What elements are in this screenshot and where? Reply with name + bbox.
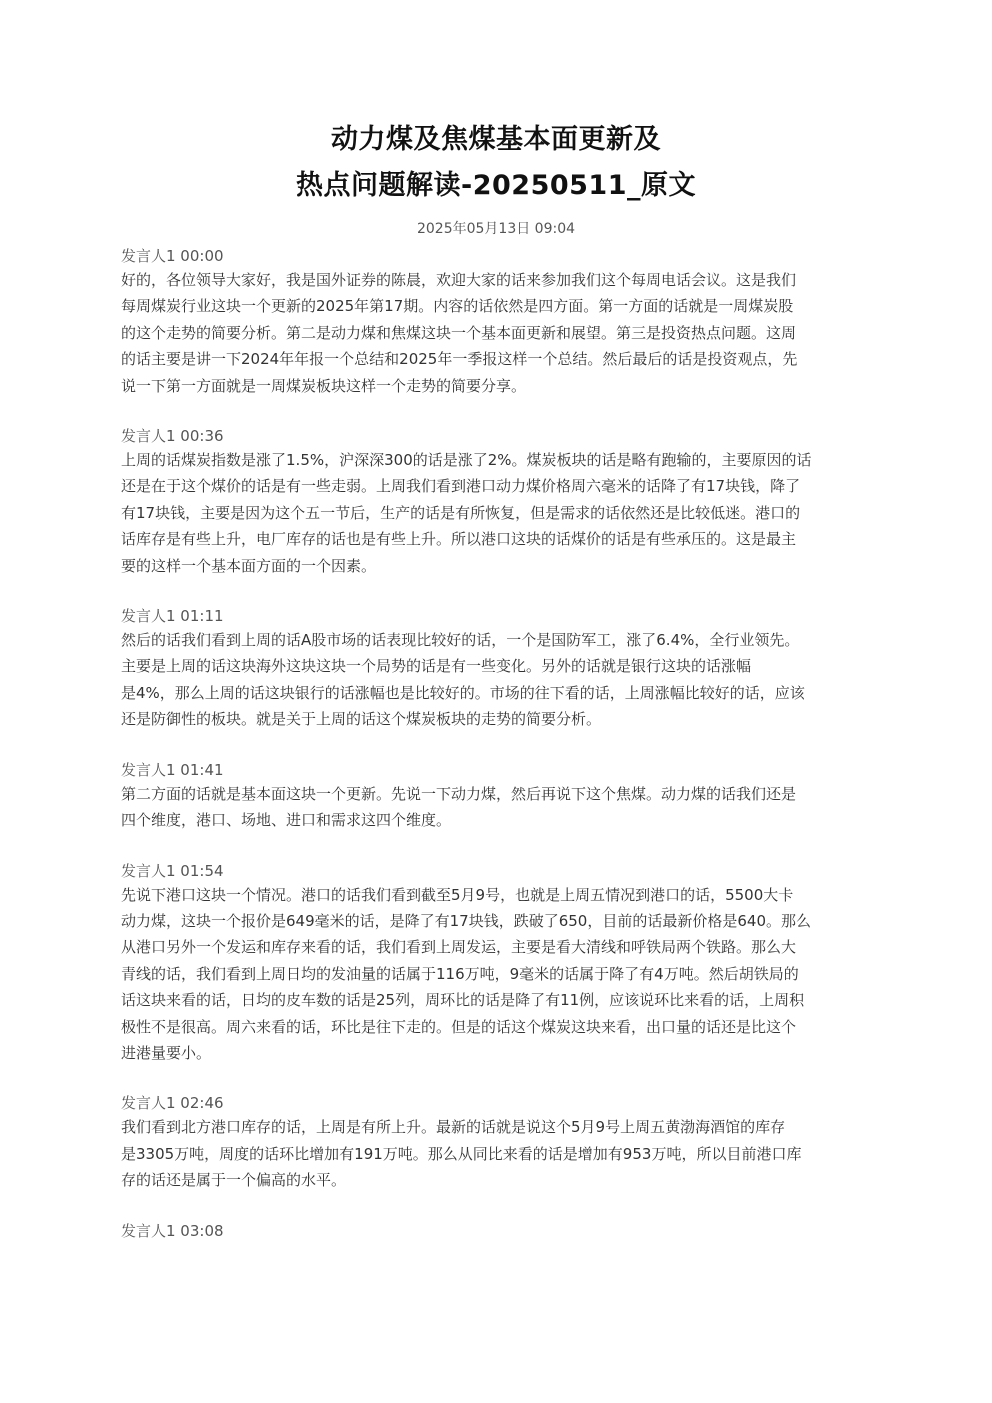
transcript-line: 有17块钱，主要是因为这个五一节后，生产的话是有所恢复，但是需求的话依然还是比较低迷。港口的 <box>121 503 801 522</box>
transcript-line: 要的这样一个基本面方面的一个因素。 <box>121 556 377 575</box>
transcript-line: 说一下第一方面就是一周煤炭板块这样一个走势的简要分享。 <box>121 376 527 395</box>
transcript-section <box>121 1092 873 1193</box>
speaker-timestamp: 发言人1 01:11 <box>121 607 224 626</box>
transcript-line: 是3305万吨，周度的话环比增加有191万吨。那么从同比来看的话是增加有953万吨，所以目前港口库 <box>121 1144 802 1163</box>
section-spacer <box>121 834 873 860</box>
transcript-line: 主要是上周的话这块海外这块这块一个局势的话是有一些变化。另外的话就是银行这块的话涨幅 <box>121 657 752 676</box>
transcript-line: 存的话还是属于一个偏高的水平。 <box>121 1171 347 1190</box>
transcript-section <box>121 605 873 733</box>
transcript-section <box>121 425 873 579</box>
speaker-timestamp: 发言人1 03:08 <box>121 1221 224 1240</box>
transcript-line: 我们看到北方港口库存的话，上周是有所上升。最新的话就是说这个5月9号上周五黄渤海酒馆的库存 <box>121 1118 786 1137</box>
transcript-section <box>121 245 873 399</box>
transcript-section <box>121 1220 873 1242</box>
speaker-timestamp: 发言人1 02:46 <box>121 1094 224 1113</box>
section-spacer <box>121 1194 873 1220</box>
transcript-line: 极性不是很高。周六来看的话，环比是往下走的。但是的话这个煤炭这块来看，出口量的话还是比这个 <box>121 1017 797 1036</box>
section-spacer <box>121 579 873 605</box>
section-spacer <box>121 733 873 759</box>
transcript-line: 上周的话煤炭指数是涨了1.5%，沪深深300的话是涨了2%。煤炭板块的话是略有跑输的，主要原因的话 <box>121 451 812 470</box>
transcript-line: 进港量要小。 <box>121 1043 212 1062</box>
transcript-line: 的这个走势的简要分析。第二是动力煤和焦煤这块一个基本面更新和展望。第三是投资热点问题。这周 <box>121 323 797 342</box>
speaker-timestamp: 发言人1 01:41 <box>121 760 224 779</box>
transcript-line: 从港口另外一个发运和库存来看的话，我们看到上周发运，主要是看大清线和呼铁局两个铁路。那么大 <box>121 938 797 957</box>
speaker-timestamp: 发言人1 00:00 <box>121 247 224 265</box>
document-title-line-2: 热点问题解读-20250511_原文 <box>296 170 696 201</box>
transcript-line: 然后的话我们看到上周的话A股市场的话表现比较好的话，一个是国防军工，涨了6.4%，全行业领先。 <box>121 631 800 650</box>
transcript-line: 的话主要是讲一下2024年年报一个总结和2025年一季报这样一个总结。然后最后的话是投资观点，先 <box>121 350 798 369</box>
transcript-body <box>121 245 873 1242</box>
transcript-line: 话这块来看的话，日均的皮车数的话是25列，周环比的话是降了有11例，应该说环比来看的话，上周积 <box>121 991 805 1010</box>
transcript-line: 动力煤，这块一个报价是649毫米的话，是降了有17块钱，跌破了650，目前的话最新价格是640。那么 <box>121 911 811 930</box>
transcript-line: 还是在于这个煤价的话是有一些走弱。上周我们看到港口动力煤价格周六毫米的话降了有17块钱，降了 <box>121 477 801 496</box>
transcript-section <box>121 860 873 1067</box>
section-spacer <box>121 1066 873 1092</box>
transcript-line: 还是防御性的板块。就是关于上周的话这个煤炭板块的走势的简要分析。 <box>121 710 602 729</box>
transcript-line: 青线的话，我们看到上周日均的发油量的话属于116万吨，9毫米的话属于降了有4万吨。然后胡铁局的 <box>121 964 799 983</box>
speaker-timestamp: 发言人1 00:36 <box>121 427 224 446</box>
transcript-section <box>121 759 873 834</box>
transcript-line: 是4%，那么上周的话这块银行的话涨幅也是比较好的。市场的往下看的话，上周涨幅比较好的话，应该 <box>121 683 805 702</box>
document-datetime: 2025年05月13日 09:04 <box>416 221 576 237</box>
section-spacer <box>121 399 873 425</box>
transcript-line: 每周煤炭行业这块一个更新的2025年第17期。内容的话依然是四方面。第一方面的话就是一周煤炭股 <box>121 297 794 316</box>
transcript-line: 四个维度，港口、场地、进口和需求这四个维度。 <box>121 811 452 830</box>
transcript-line: 第二方面的话就是基本面这块一个更新。先说一下动力煤，然后再说下这个焦煤。动力煤的话我们还是 <box>121 784 797 803</box>
transcript-line: 好的，各位领导大家好，我是国外证券的陈晨，欢迎大家的话来参加我们这个每周电话会议。这是我们 <box>121 271 797 289</box>
transcript-line: 先说下港口这块一个情况。港口的话我们看到截至5月9号，也就是上周五情况到港口的话，5500大卡 <box>121 885 794 904</box>
document-title-line-1: 动力煤及焦煤基本面更新及 <box>331 124 661 155</box>
speaker-timestamp: 发言人1 01:54 <box>121 861 224 880</box>
transcript-line: 话库存是有些上升，电厂库存的话也是有些上升。所以港口这块的话煤价的话是有些承压的。这是最主 <box>121 530 797 549</box>
